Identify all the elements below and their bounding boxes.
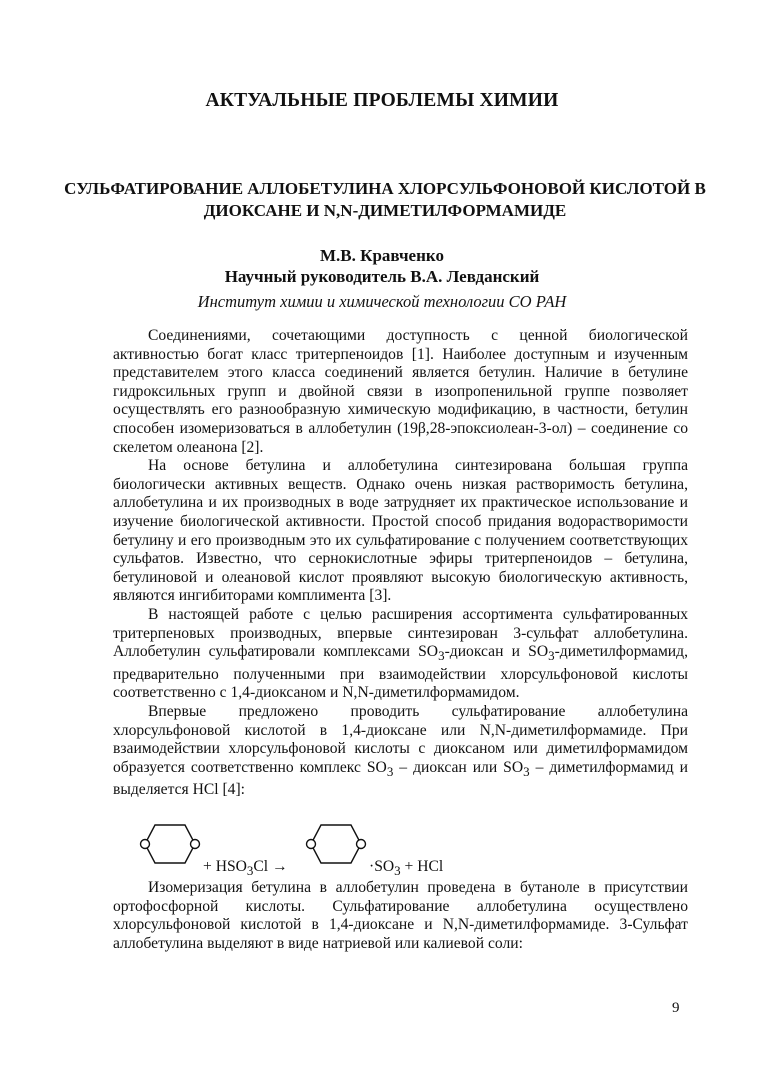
page-number: 9 [672,1000,680,1016]
paragraph-3-text-a: В настоящей работе с целью расширения ассортимента сульфатированных тритерпеновых производных, впервые синтезирован 3-сульфат аллобетулина. Аллобетулин сульфатировали комплексами SO [113,605,688,661]
paragraph-4 [113,703,688,800]
affiliation: Институт химии и химической технологии СО РАН [197,292,567,311]
paragraph-2: На основе бетулина и аллобетулина синтезирована большая группа биологически активных веществ. Однако очень низкая растворимость бетулина, аллобетулина и их производных в воде затрудняет их практическое использование и изучение биологической активности. Простой способ придания водорастворимости бетулину и его производным это их сульфатирование с получением соответствующих сульфатов. Известно, что сернокислотные эфиры тритерпеноидов – бетулина, бетулиновой и олеановой кислот проявляют высокую биологическую активность, являются ингибиторами комплимента [3]. [113,457,688,605]
paragraph-3 [113,606,688,703]
article-body [113,327,688,800]
paragraph-5: Изомеризация бетулина в аллобетулин проведена в бутаноле в присутствии ортофосфорной кислоты. Сульфатирование аллобетулина осуществлено хлорсульфоновой кислотой в 1,4-диоксане и N,N-диметилформамиде. 3-Сульфат аллобетулина выделяют в виде натриевой или калиевой соли: [113,879,688,952]
reaction-scheme [135,818,495,878]
reagent-formula: + $HSO_3Cl$ → [203,858,288,879]
product-formula: $\cdot SO_3$ + HCl [369,858,444,879]
paragraph-4-text-c: – диметилформамид и выделяется HCl [4]: [113,758,688,799]
paragraph-4-text-b: – диоксан или SO [393,758,524,776]
paragraph-3-text-c: -диметилформамид, предварительно полученными при взаимодействии хлорсульфоновой кислоты соответственно с 1,4-диоксаном и N,N-диметилформамидом. [113,643,688,702]
paragraph-3-text-b: -диоксан и SO [444,643,549,661]
subscript: 3 [523,763,530,779]
supervisor-name: Научный руководитель В.А. Левданский [224,267,540,286]
author-block [0,245,764,287]
article-title: СУЛЬФАТИРОВАНИЕ АЛЛОБЕТУЛИНА ХЛОРСУЛЬФОНОВОЙ КИСЛОТОЙ В ДИОКСАНЕ И N,N-ДИМЕТИЛФОРМАМИДЕ [64,179,706,220]
dioxane-structure-left [137,818,207,876]
dioxane-structure-right [303,818,373,876]
subscript: 3 [386,763,394,779]
author-name: М.В. Кравченко [320,246,444,265]
section-title: АКТУАЛЬНЫЕ ПРОБЛЕМЫ ХИМИИ [205,90,559,111]
subscript: 3 [438,648,445,664]
article-body-continued [113,879,688,953]
paragraph-4-text-a: Впервые предложено проводить сульфатирование аллобетулина хлорсульфоновой кислотой в 1,4-диоксане или N,N-диметилформамиде. При взаимодействии хлорсульфоновой кислоты с диоксаном или диметилформамидом образуется соответственно комплекс SO [113,702,688,776]
paragraph-1: Соединениями, сочетающими доступность с ценной биологической активностью богат класс тритерпеноидов [1]. Наиболее доступным и изученным представителем этого класса соединений является бетулин. Наличие в бетулине гидроксильных групп и двойной связи в изопропенильной группе позволяет осуществлять его разнообразную химическую модификацию, в частности, бетулин способен изомеризоваться в аллобетулин (19β,28-эпоксиолеан-3-ол) – соединение со скелетом олеанона [2]. [113,327,688,456]
subscript: 3 [548,648,555,664]
